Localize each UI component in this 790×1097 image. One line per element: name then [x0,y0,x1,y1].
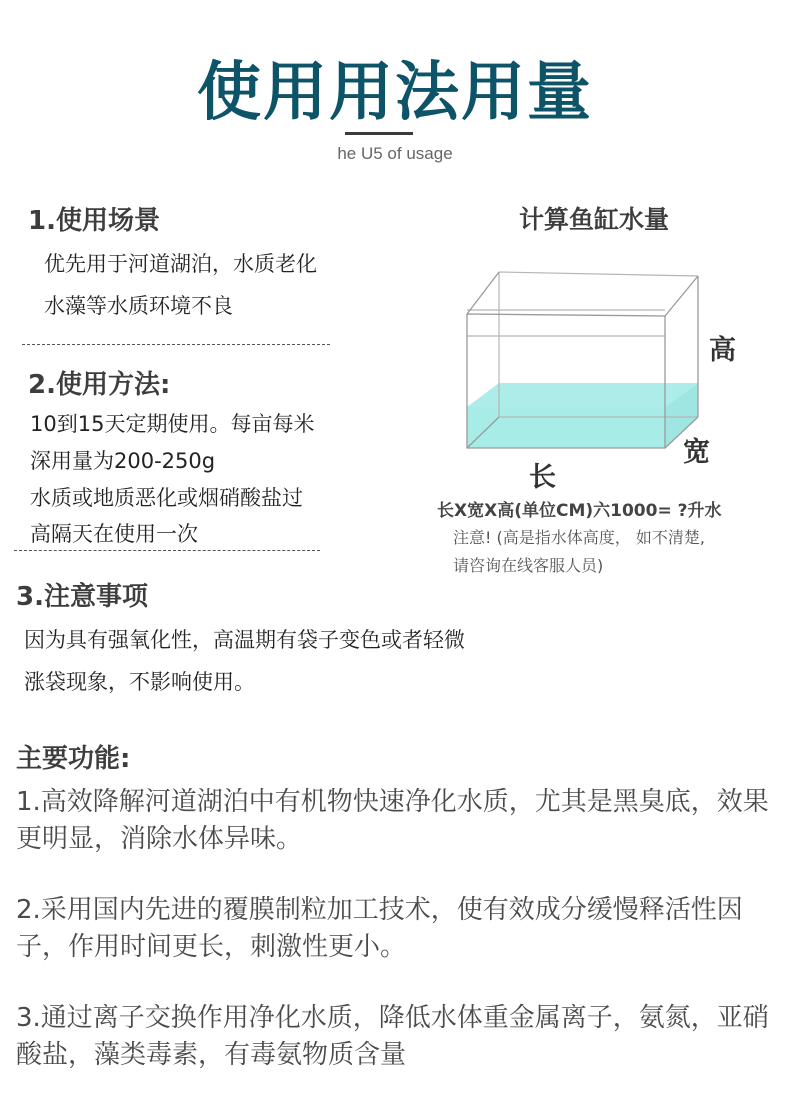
height-label: 高 [709,335,736,366]
calc-note-line: 注意! (高是指水体高度， 如不清楚, [453,528,705,547]
calc-note-line: 请咨询在线客服人员) [453,556,604,575]
feature-item: 1.高效降解河道湖泊中有机物快速净化水质，尤其是黑臭底，效果更明显，消除水体异味。 [16,787,769,854]
width-label: 宽 [683,437,710,468]
method-line: 10到15天定期使用。每亩每米 [30,412,315,436]
fish-tank-diagram [455,268,705,468]
method-line: 深用量为200-250g [30,449,216,473]
calc-title: 计算鱼缸水量 [518,205,669,234]
volume-formula: 长X宽X高(单位CM)六1000= ?升水 [437,501,722,521]
feature-item: 2.采用国内先进的覆膜制粒加工技术，使有效成分缓慢释活性因子，作用时间更长，刺激性更小。 [16,895,743,962]
dashed-divider [22,344,330,345]
page-title: 使用用法用量 [197,56,593,130]
dashed-divider [14,550,320,551]
features-heading: 主要功能: [16,744,131,774]
notice-line: 因为具有强氧化性，高温期有袋子变色或者轻微 [24,628,465,652]
title-underline [345,132,413,135]
section-heading-method: 2.使用方法: [28,370,171,400]
method-line: 水质或地质恶化或烟硝酸盐过 [30,486,303,510]
section-heading-notice: 3.注意事项 [16,582,148,612]
scenario-line: 优先用于河道湖泊，水质老化 [44,252,317,276]
feature-item: 3.通过离子交换作用净化水质，降低水体重金属离子，氨氮，亚硝酸盐，藻类毒素，有毒氨物质含量 [16,1003,769,1070]
length-label: 长 [529,462,556,493]
method-line: 高隔天在使用一次 [30,522,198,546]
water-top [467,383,698,407]
notice-line: 涨袋现象，不影响使用。 [24,670,255,694]
water-front [467,407,665,448]
page-subtitle: he U5 of usage [337,144,453,163]
section-heading-scenario: 1.使用场景 [28,206,160,236]
scenario-line: 水藻等水质环境不良 [44,294,233,318]
